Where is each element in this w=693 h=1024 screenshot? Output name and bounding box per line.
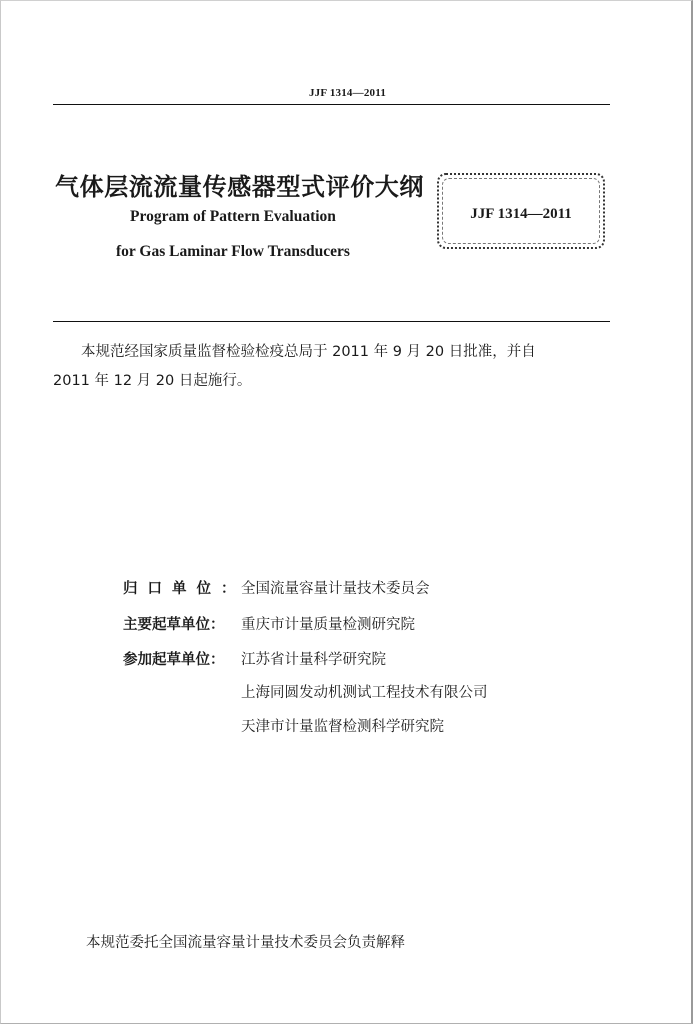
interpretation-note: 本规范委托全国流量容量计量技术委员会负责解释 — [86, 935, 405, 951]
responsible-unit-label: 归口单位： — [123, 581, 246, 597]
header-standard-code: JJF 1314—2011 — [308, 87, 387, 99]
main-drafter-value: 重庆市计量质量检测研究院 — [241, 617, 415, 633]
standard-code-box — [437, 173, 605, 249]
code-box-text: JJF 1314—2011 — [470, 206, 572, 222]
header-rule — [53, 104, 610, 105]
participating-drafter-label: 参加起草单位： — [123, 652, 225, 668]
title-english-line1: Program of Pattern Evaluation — [130, 208, 336, 225]
title-english-line2: for Gas Laminar Flow Transducers — [116, 243, 350, 260]
title-rule — [53, 321, 610, 322]
main-drafter-label: 主要起草单位： — [123, 617, 225, 633]
responsible-unit-value: 全国流量容量计量技术委员会 — [241, 581, 430, 597]
participating-drafter-value: 天津市计量监督检测科学研究院 — [241, 719, 444, 735]
approval-text-line2: 2011 年 12 月 20 日起施行。 — [53, 373, 252, 389]
approval-text-line1: 本规范经国家质量监督检验检疫总局于 2011 年 9 月 20 日批准，并自 — [81, 344, 536, 360]
participating-drafter-value: 江苏省计量科学研究院 — [241, 652, 386, 668]
title-chinese: 气体层流流量传感器型式评价大纲 — [55, 173, 424, 201]
participating-drafter-value: 上海同圆发动机测试工程技术有限公司 — [241, 685, 488, 701]
